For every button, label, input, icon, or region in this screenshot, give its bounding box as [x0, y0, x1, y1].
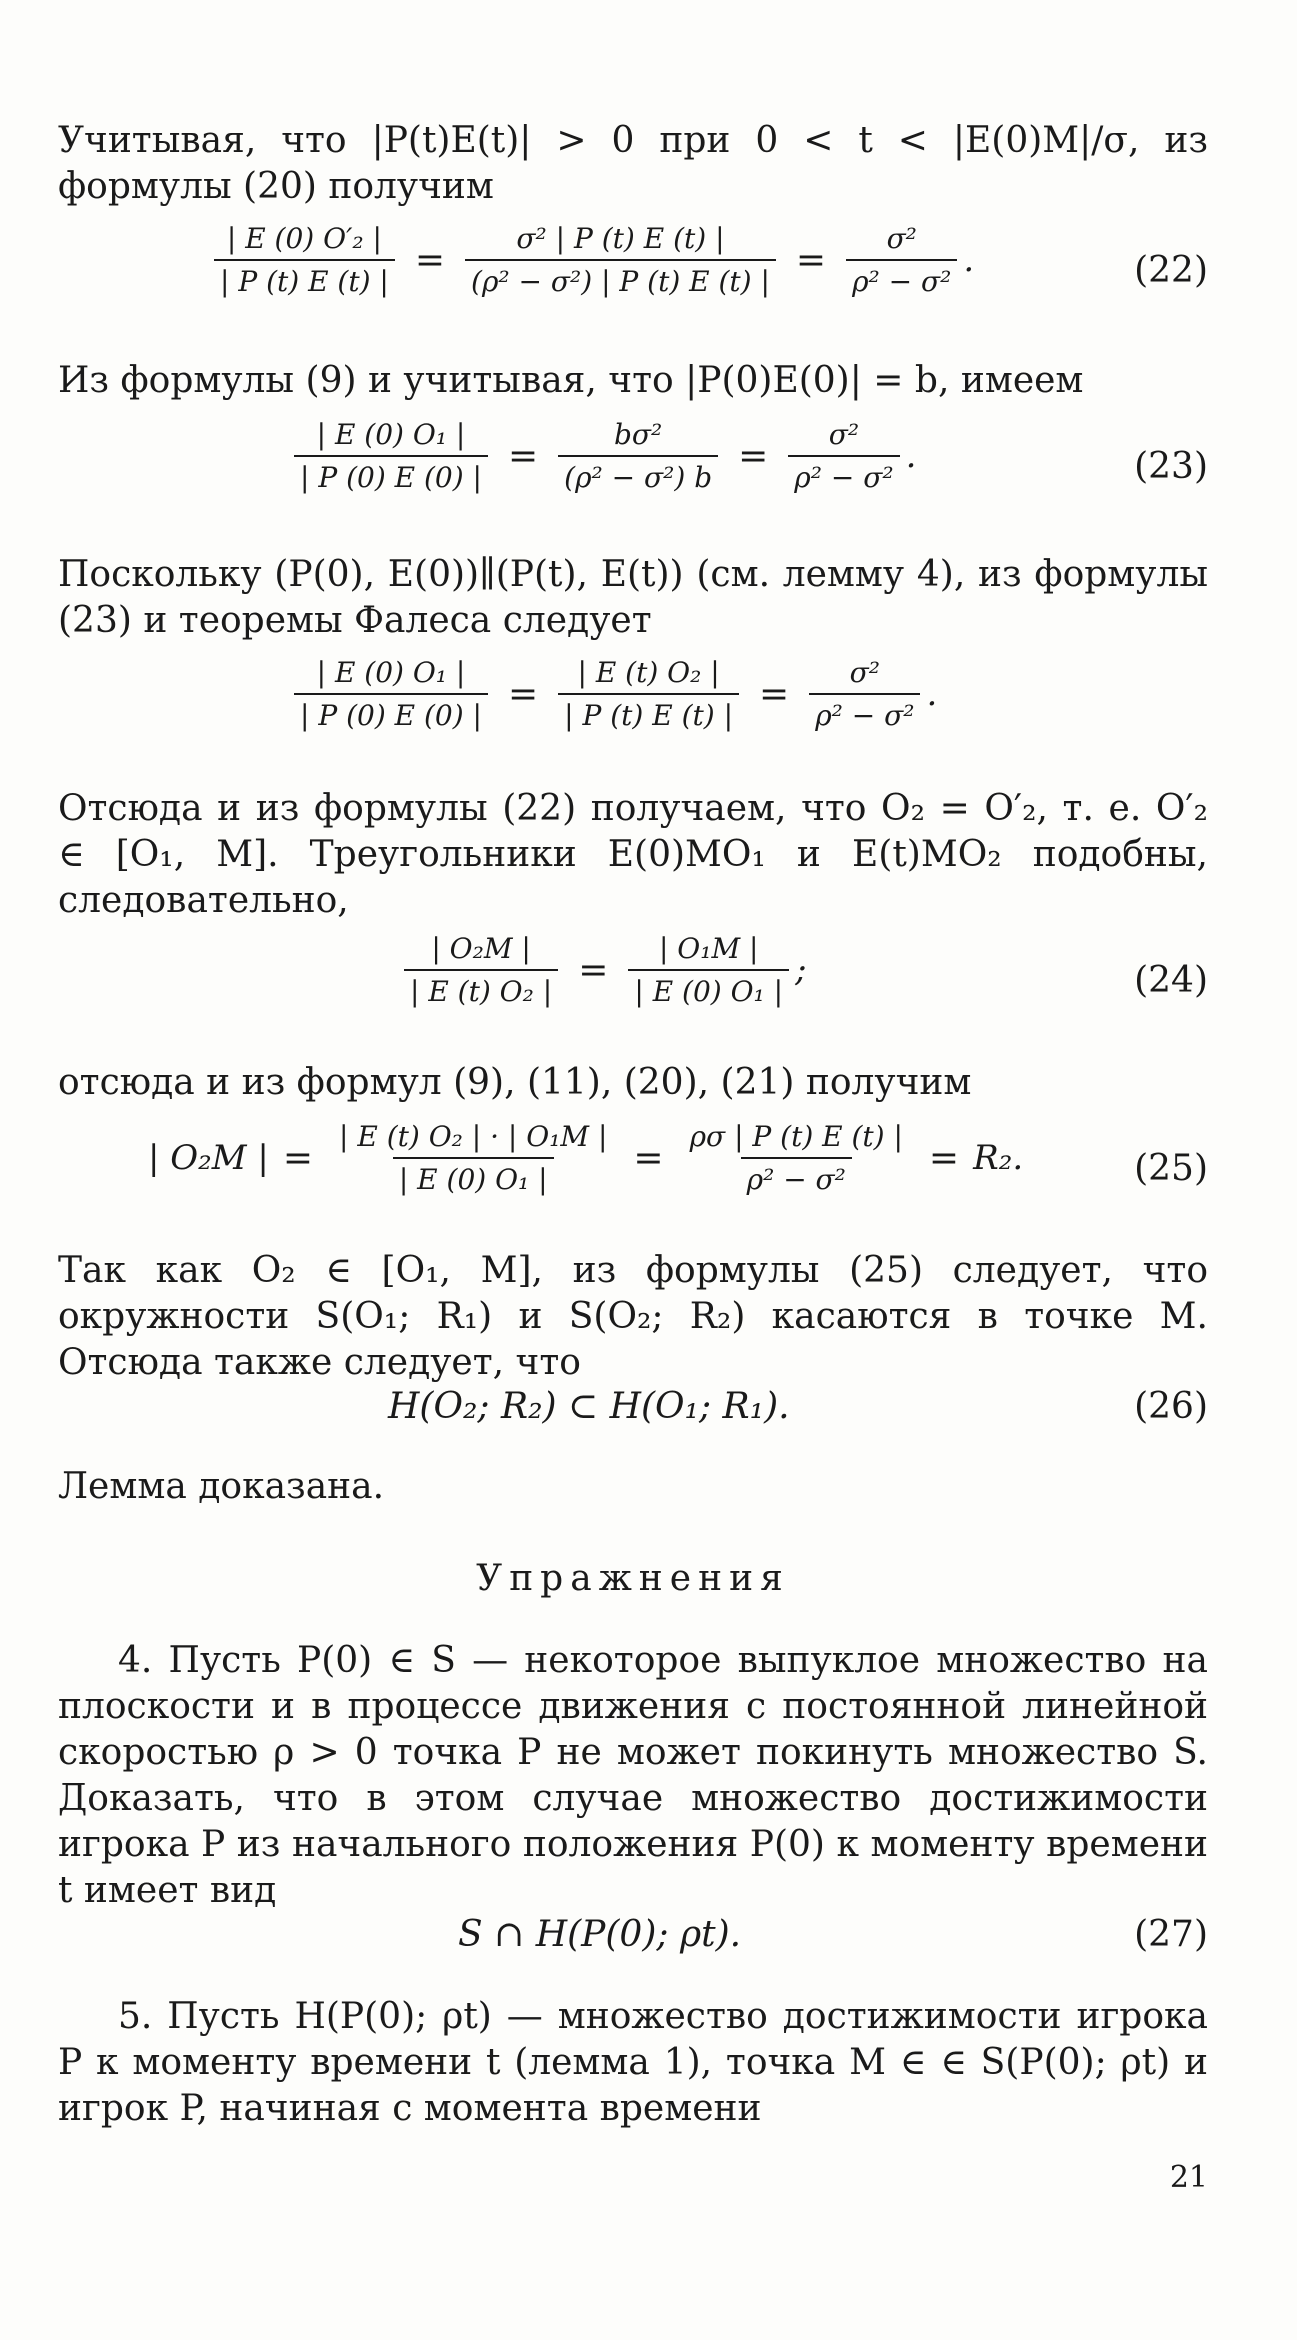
denominator: ρ² − σ² — [788, 455, 899, 494]
equals-sign: = — [633, 1137, 664, 1179]
paragraph-1-text: Учитывая, что |P(t)E(t)| > 0 при 0 < t < |E(0)M|/σ, из формулы (20) получим — [58, 120, 1208, 207]
equation-26-body: H(O₂; R₂) ⊂ H(O₁; R₁). — [388, 1386, 790, 1427]
equation-label: (22) — [1134, 250, 1208, 291]
period: . — [905, 436, 917, 476]
numerator: ρσ | P (t) E (t) | — [689, 1120, 903, 1153]
equation-label: (24) — [1134, 960, 1208, 1001]
denominator: (ρ² − σ²) | P (t) E (t) | — [465, 259, 776, 298]
paragraph-6 — [58, 1248, 1208, 1386]
denominator: | P (t) E (t) | — [558, 693, 739, 732]
equation-label: (27) — [1134, 1914, 1208, 1955]
equation-25-body — [148, 1120, 1023, 1196]
equation-23-body — [288, 418, 916, 494]
paragraph-9 — [58, 1994, 1208, 2132]
paragraph-4 — [58, 786, 1208, 924]
equation-label: (23) — [1134, 446, 1208, 487]
numerator: | O₁M | — [658, 932, 759, 965]
equation-24-body — [398, 932, 807, 1008]
fraction — [294, 418, 488, 494]
paragraph-9-text: 5. Пусть H(P(0); ρt) — множество достижимости игрока P к моменту времени t (лемма 1), точка M ∈ ∈ S(P(0); ρt) и игрок P, начиная с момента времени — [58, 1996, 1208, 2129]
numerator: | E (t) O₂ | — [577, 656, 720, 689]
denominator: (ρ² − σ²) b — [558, 455, 718, 494]
paragraph-5 — [58, 1060, 1208, 1106]
numerator: | E (t) O₂ | · | O₁M | — [339, 1120, 608, 1153]
equation-thales — [58, 656, 1208, 756]
equation-thales-body — [288, 656, 937, 732]
denominator: | E (0) O₁ | — [393, 1157, 554, 1196]
denominator: | P (0) E (0) | — [294, 693, 488, 732]
numerator: σ² — [828, 418, 860, 451]
fraction — [558, 418, 718, 494]
period: . — [926, 674, 938, 714]
equals-sign: = — [759, 673, 790, 715]
paragraph-6-text: Так как O₂ ∈ [O₁, M], из формулы (25) следует, что окружности S(O₁; R₁) и S(O₂; R₂) касаются в точке M. Отсюда также следует, что — [58, 1250, 1208, 1383]
equation-22-body — [208, 222, 974, 298]
equation-label: (26) — [1134, 1386, 1208, 1427]
lhs: | O₂M | — [148, 1138, 269, 1178]
numerator: σ² | P (t) E (t) | — [516, 222, 725, 255]
equation-26 — [58, 1380, 1208, 1440]
equals-sign: = — [928, 1137, 960, 1179]
paragraph-3-text: Поскольку (P(0), E(0))∥(P(t), E(t)) (см. лемму 4), из формулы (23) и теоремы Фалеса следует — [58, 554, 1208, 641]
paragraph-7 — [58, 1464, 1208, 1510]
equals-sign: = — [414, 239, 446, 281]
equation-27 — [58, 1908, 1208, 1968]
numerator: | E (0) O₁ | — [316, 418, 466, 451]
numerator: σ² — [849, 656, 880, 689]
fraction — [333, 1120, 613, 1196]
denominator: | P (t) E (t) | — [214, 259, 395, 298]
denominator: ρ² − σ² — [846, 259, 957, 298]
paragraph-3 — [58, 552, 1208, 644]
paragraph-8-text: 4. Пусть P(0) ∈ S — некоторое выпуклое множество на плоскости и в процессе движения с постоянной линейной скоростью ρ > 0 точка P не может покинуть множество S. Доказать, что в этом случае множество достижимости игрока P из начального положения P(0) к моменту времени t имеет вид — [58, 1640, 1208, 1911]
equation-27-body: S ∩ H(P(0); ρt). — [458, 1914, 742, 1955]
paragraph-2-text: Из формулы (9) и учитывая, что |P(0)E(0)| = b, имеем — [58, 360, 1084, 401]
fraction — [465, 222, 776, 298]
equation-24 — [58, 932, 1208, 1032]
denominator: | E (0) O₁ | — [628, 969, 789, 1008]
paragraph-8 — [58, 1638, 1208, 1914]
equals-sign: = — [507, 435, 539, 477]
equals-sign: = — [795, 239, 827, 281]
semicolon: ; — [795, 950, 807, 990]
fraction — [558, 656, 739, 732]
equals-sign: = — [282, 1137, 314, 1179]
equals-sign: = — [738, 435, 769, 477]
paragraph-5-text: отсюда и из формул (9), (11), (20), (21) получим — [58, 1062, 972, 1103]
denominator: ρ² − σ² — [809, 693, 920, 732]
paragraph-7-text: Лемма доказана. — [58, 1466, 385, 1507]
fraction — [628, 932, 789, 1008]
numerator: bσ² — [614, 418, 663, 451]
page-number: 21 — [1169, 2160, 1208, 2195]
equals-sign: = — [507, 673, 539, 715]
fraction — [809, 656, 920, 732]
equation-22 — [58, 222, 1208, 322]
numerator: σ² — [886, 222, 917, 255]
numerator: | E (0) O₁ | — [316, 656, 466, 689]
denominator: | P (0) E (0) | — [294, 455, 488, 494]
fraction — [684, 1120, 909, 1196]
paragraph-4-text: Отсюда и из формулы (22) получаем, что O₂ = O′₂, т. е. O′₂ ∈ [O₁, M]. Треугольники E(0)MO₁ и E(t)MO₂ подобны, следовательно, — [58, 788, 1208, 921]
paragraph-2 — [58, 358, 1208, 404]
numerator: | O₂M | — [431, 932, 531, 965]
fraction — [214, 222, 395, 298]
equation-label: (25) — [1134, 1148, 1208, 1189]
fraction — [846, 222, 957, 298]
equals-sign: = — [578, 949, 609, 991]
fraction — [294, 656, 488, 732]
fraction — [404, 932, 558, 1008]
fraction — [788, 418, 899, 494]
equation-25 — [58, 1120, 1208, 1220]
denominator: | E (t) O₂ | — [404, 969, 558, 1008]
section-heading: Упражнения — [476, 1558, 790, 1599]
numerator: | E (0) O′₂ | — [226, 222, 382, 255]
equation-23 — [58, 418, 1208, 518]
rhs: R₂. — [973, 1138, 1024, 1178]
paragraph-1 — [58, 118, 1208, 210]
period: . — [963, 240, 975, 280]
denominator: ρ² − σ² — [741, 1157, 852, 1196]
